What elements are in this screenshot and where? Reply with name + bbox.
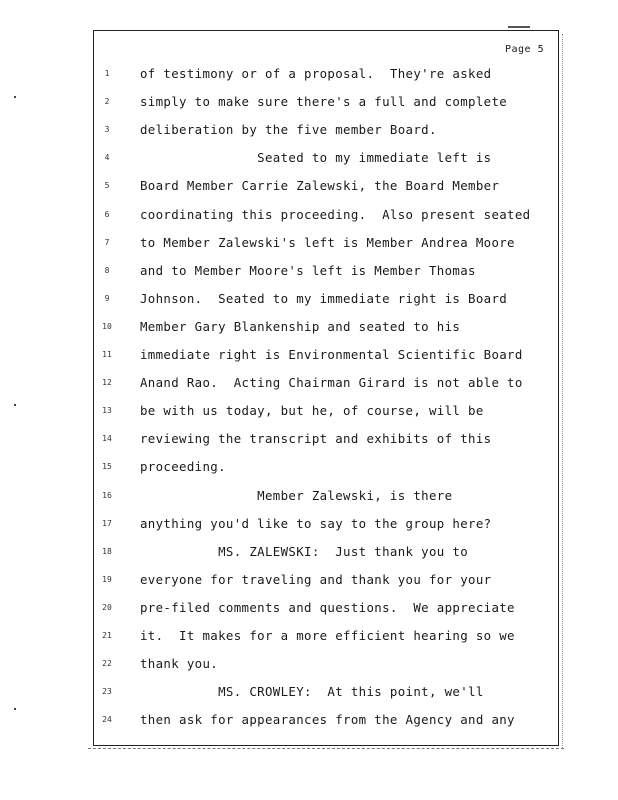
line-text: Seated to my immediate left is — [140, 150, 492, 165]
line-text: anything you'd like to say to the group here? — [140, 516, 492, 531]
line-text: Board Member Carrie Zalewski, the Board Member — [140, 178, 500, 193]
line-number: 24 — [102, 715, 112, 724]
line-text: of testimony or of a proposal. They're asked — [140, 66, 492, 81]
line-text: then ask for appearances from the Agency and any — [140, 712, 515, 727]
line-text: immediate right is Environmental Scientific Board — [140, 347, 523, 362]
line-text: and to Member Moore's left is Member Thomas — [140, 263, 476, 278]
scan-speck — [14, 404, 16, 406]
line-text: Johnson. Seated to my immediate right is Board — [140, 291, 508, 306]
line-text: Member Gary Blankenship and seated to his — [140, 319, 461, 334]
right-margin-rule — [562, 34, 563, 748]
line-text: Member Zalewski, is there — [140, 488, 453, 503]
scan-speck — [14, 708, 16, 710]
line-text: coordinating this proceeding. Also present seated — [140, 207, 531, 222]
line-number: 19 — [102, 575, 112, 584]
line-number: 6 — [104, 210, 110, 219]
line-number: 3 — [104, 125, 110, 134]
line-number: 12 — [102, 378, 112, 387]
bottom-margin-rule — [88, 748, 564, 749]
line-text: Anand Rao. Acting Chairman Girard is not able to — [140, 375, 523, 390]
line-number: 18 — [102, 547, 112, 556]
line-number: 16 — [102, 491, 112, 500]
line-number: 1 — [104, 69, 110, 78]
line-text: everyone for traveling and thank you for your — [140, 572, 492, 587]
line-number: 5 — [104, 181, 110, 190]
line-number: 2 — [104, 97, 110, 106]
line-number: 13 — [102, 406, 112, 415]
line-number: 15 — [102, 462, 112, 471]
line-text: deliberation by the five member Board. — [140, 122, 437, 137]
line-text: be with us today, but he, of course, will be — [140, 403, 484, 418]
line-number: 7 — [104, 238, 110, 247]
line-number: 14 — [102, 434, 112, 443]
line-number: 17 — [102, 519, 112, 528]
line-number: 22 — [102, 659, 112, 668]
line-text: to Member Zalewski's left is Member Andrea Moore — [140, 235, 515, 250]
line-text: it. It makes for a more efficient hearing so we — [140, 628, 515, 643]
line-text: simply to make sure there's a full and complete — [140, 94, 508, 109]
scan-speck — [14, 96, 16, 98]
line-text: MS. ZALEWSKI: Just thank you to — [140, 544, 469, 559]
line-number: 4 — [104, 153, 110, 162]
line-text: thank you. — [140, 656, 219, 671]
line-number: 10 — [102, 322, 112, 331]
line-number: 9 — [104, 294, 110, 303]
line-number: 21 — [102, 631, 112, 640]
line-number: 20 — [102, 603, 112, 612]
top-tick-mark — [508, 26, 530, 28]
line-text: pre-filed comments and questions. We appreciate — [140, 600, 515, 615]
line-text: MS. CROWLEY: At this point, we'll — [140, 684, 484, 699]
page-number: Page 5 — [505, 44, 545, 55]
line-text: proceeding. — [140, 459, 226, 474]
line-number: 8 — [104, 266, 110, 275]
line-number: 23 — [102, 687, 112, 696]
line-text: reviewing the transcript and exhibits of this — [140, 431, 492, 446]
line-number: 11 — [102, 350, 112, 359]
